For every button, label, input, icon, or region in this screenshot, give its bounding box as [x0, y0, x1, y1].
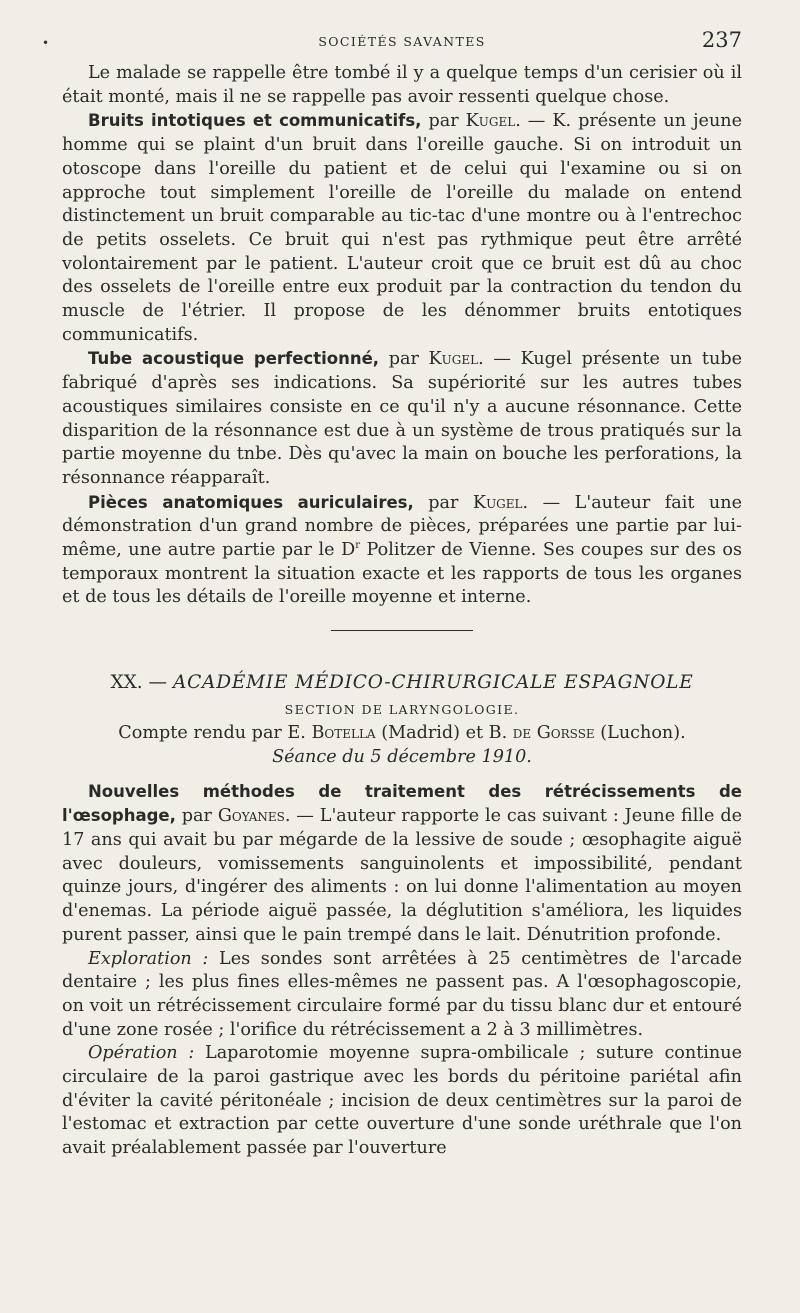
session-date: Séance du 5 décembre 1910.	[272, 746, 532, 767]
page-number: 237	[701, 28, 742, 52]
section-subtitle: SECTION DE LARYNGOLOGIE.	[284, 702, 520, 718]
entry-title: Nouvelles méthodes de traitement des rétrécissements de l'œsophage,	[62, 781, 742, 826]
entry-text-continued: Politzer de Vienne. Ses coupes sur des os temporaux montrent la situation exacte et les rapports de tous les organes et de tous les détails de l'oreille moyenne et interne.	[62, 540, 742, 608]
section-name: ACADÉMIE MÉDICO-CHIRURGICALE ESPAGNOLE	[172, 672, 694, 694]
reporter-name: de Gorsse	[512, 723, 595, 744]
entry-title: Tube acoustique perfectionné,	[88, 349, 380, 369]
section-number: XX. —	[110, 672, 168, 694]
entry-by: par	[428, 111, 459, 132]
report-mid: (Madrid) et B.	[381, 723, 508, 744]
paragraph-exploration	[62, 948, 742, 1043]
report-suffix: (Luchon).	[600, 723, 686, 744]
entry-by: par	[181, 806, 212, 827]
paragraph-bruits-entotiques	[62, 109, 742, 347]
paragraph-tube-acoustique	[62, 347, 742, 490]
running-header	[42, 28, 742, 62]
running-title: SOCIÉTÉS SAVANTES	[318, 34, 486, 49]
entry-text: . — L'auteur fait une démonstration d'un grand nombre de pièces, préparées une partie par lui-même, une autre partie par le D	[62, 492, 742, 561]
entry-text: Les sondes sont arrêtées à 25 centimètres de l'arcade dentaire ; les plus fines elles-mêmes ne passent pas. A l'œsophagoscopie, on voit un rétrécissement circulaire formé par du tissu blanc dur et entouré d'une zone rosée ; l'orifice du rétrécissement a 2 à 3 millimètres.	[62, 948, 742, 1040]
entry-label: Opération :	[88, 1043, 195, 1064]
entry-text: . — K. présente un jeune homme qui se plaint d'un bruit dans l'oreille gauche. Si on introduit un otoscope dans l'oreille du patient et de celui qui l'examine ou si on approche tout simplement l'oreille de l'oreille du malade on entend distinctement un bruit comparable au tic-tac d'une montre ou à l'entrechoc de petits osselets. Ce bruit qui n'est pas rythmique peut être arrêté volontairement par le patient. L'auteur croit que ce bruit est dû au choc des osselets de l'oreille entre eux produit par la contraction du tendon du muscle de l'étrier. Il propose de les dénommer bruits entotiques communicatifs.	[62, 111, 743, 345]
paragraph-pieces-anatomiques	[62, 491, 742, 611]
reporter-name: Botella	[311, 723, 376, 744]
entry-text: . — Kugel présente un tube fabriqué d'après ses indications. Sa supériorité sur les autres tubes acoustiques similaires consiste en ce qu'il n'y a aucune résonnance. Cette disparition de la résonnance est due à un système de trous pratiqués sur la partie moyenne du tnbe. Dès qu'avec la main on bouche les perforations, la résonnance réapparaît.	[62, 349, 742, 488]
entry-title: Pièces anatomiques auriculaires,	[88, 492, 414, 512]
entry-title: Bruits intotiques et communicatifs,	[88, 111, 422, 131]
report-prefix: Compte rendu par E.	[118, 723, 306, 744]
entry-text: . — L'auteur rapporte le cas suivant : Jeune fille de 17 ans qui avait bu par mégarde de la lessive de soude ; œsophagite aiguë avec douleurs, vomissements sanguinolents et impossibilité, pendant quinze jours, d'ingérer des aliments : on lui donne l'alimentation au moyen d'enemas. La période aiguë passée, la déglutition s'améliora, les liquides purent passer, ainsi que le pain trempé dans le lait. Dénutrition profonde.	[62, 806, 742, 945]
entry-author: Kugel	[428, 349, 479, 370]
entry-author: Goyanes	[217, 806, 285, 827]
paragraph-case-continuation: Le malade se rappelle être tombé il y a quelque temps d'un cerisier où il était monté, mais il ne se rappelle pas avoir ressenti quelque chose.	[62, 63, 742, 107]
report-credits	[62, 722, 742, 746]
superscript: r	[355, 540, 360, 552]
paragraph-oesophage	[62, 780, 742, 948]
section-heading	[62, 671, 742, 695]
section-divider	[331, 630, 473, 631]
header-bullet: •	[42, 36, 50, 50]
entry-label: Exploration :	[88, 948, 209, 969]
paragraph-operation	[62, 1042, 742, 1161]
entry-by: par	[428, 492, 459, 513]
entry-by: par	[388, 349, 419, 370]
entry-author: Kugel	[465, 111, 516, 132]
entry-author: Kugel	[472, 492, 523, 513]
entry-text: Laparotomie moyenne supra-ombilicale ; suture continue circulaire de la paroi gastrique avec les bords du péritoine pariétal afin d'éviter la cavité péritonéale ; incision de deux centimètres sur la paroi de l'estomac et extraction par cette ouverture d'une sonde uréthrale que l'on avait préalablement passée par l'ouverture	[62, 1043, 742, 1159]
